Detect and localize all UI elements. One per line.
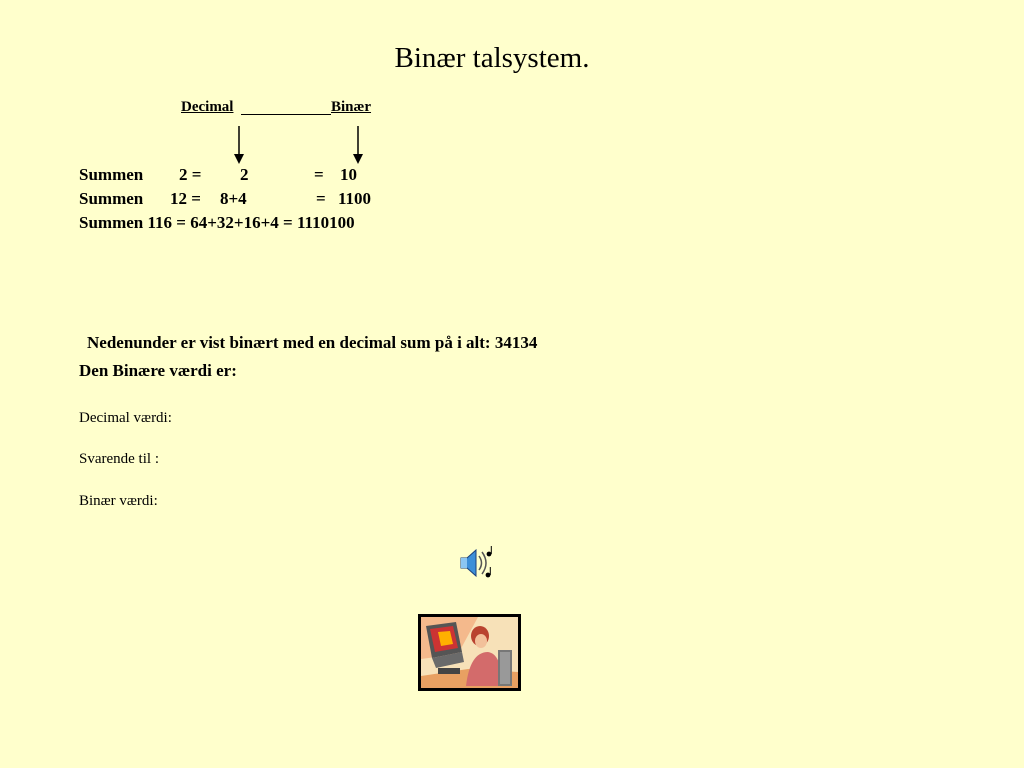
header-underline [241, 114, 331, 115]
sum-equals: = [314, 165, 324, 184]
info-text: Nedenunder er vist binært med en decimal sum på i alt: 34134 [87, 333, 538, 352]
sum-label: Summen [79, 189, 144, 208]
decimal-down-arrow [232, 126, 246, 164]
equivalent-label: Svarende til : [79, 451, 159, 467]
sum-row-116: Summen 116 = 64+32+16+4 = 1110100 [79, 213, 355, 232]
sum-binary: 10 [340, 165, 357, 184]
sum-row-12 [0, 189, 500, 213]
sum-label: Summen [79, 165, 144, 184]
speaker-sound-icon[interactable] [457, 544, 497, 582]
sum-number: 12 = [170, 189, 201, 208]
person-at-computer-clipart [418, 614, 521, 691]
decimal-value-label: Decimal værdi: [79, 410, 172, 426]
binary-value-heading: Den Binære værdi er: [79, 361, 237, 380]
sum-equals: = [316, 189, 326, 208]
binary-down-arrow [351, 126, 365, 164]
page-title: Binær talsystem. [394, 42, 590, 74]
sum-decimal: 2 [240, 165, 249, 184]
binary-value-label: Binær værdi: [79, 493, 158, 509]
sum-number: 2 = [179, 165, 202, 184]
decimal-column-header: Decimal [181, 99, 234, 115]
binary-column-header: Binær [331, 99, 372, 115]
sum-decimal: 8+4 [220, 189, 247, 208]
sum-row-2 [0, 165, 500, 189]
sum-binary: 1100 [338, 189, 372, 208]
